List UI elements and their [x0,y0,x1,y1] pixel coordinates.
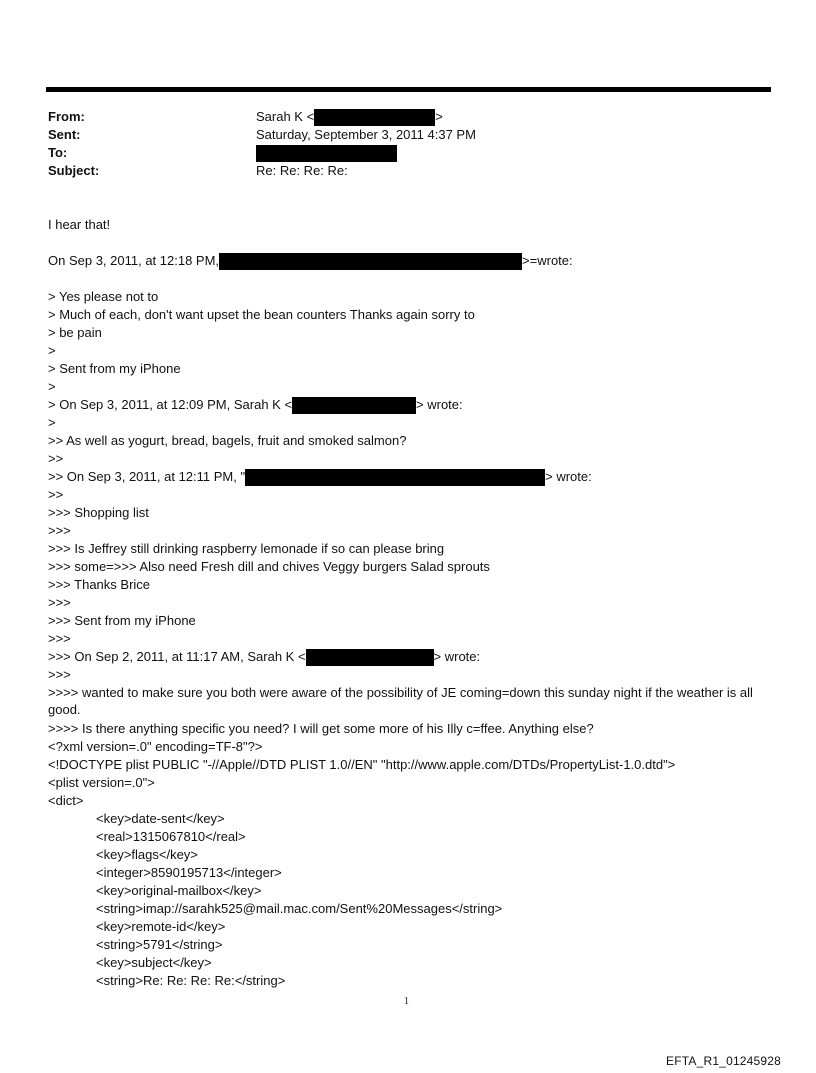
xml-line: <dict> [48,793,84,808]
body-line: > Much of each, don't want upset the bean counters Thanks again sorry to [48,307,475,322]
body-line [48,468,592,486]
redaction-box [292,397,416,414]
sent-label: Sent: [48,127,81,142]
from-label: From: [48,109,85,124]
xml-line: <!DOCTYPE plist PUBLIC "-//Apple//DTD PLIST 1.0//EN" "http://www.apple.com/DTDs/PropertyList-1.0.dtd"> [48,757,676,772]
xml-line: <string>Re: Re: Re: Re:</string> [96,973,286,988]
quote-attribution-end: > wrote: [416,397,463,412]
from-name: Sarah K < [256,109,315,124]
quote-attribution: >>> On Sep 2, 2011, at 11:17 AM, Sarah K < [48,649,306,664]
body-line: >> [48,451,64,466]
xml-line: <?xml version=.0" encoding=TF-8"?> [48,739,263,754]
body-line: >>> Is Jeffrey still drinking raspberry lemonade if so can please bring [48,541,445,556]
body-line: >> [48,487,64,502]
body-line [48,648,480,666]
body-line [48,252,573,270]
xml-line: <key>flags</key> [96,847,198,862]
header-divider [46,87,771,92]
from-close: > [435,109,443,124]
to-value [256,144,397,162]
xml-line: <key>original-mailbox</key> [96,883,262,898]
document-id: EFTA_R1_01245928 [666,1054,782,1068]
xml-line: <string>5791</string> [96,937,223,952]
quote-attribution: > On Sep 3, 2011, at 12:09 PM, Sarah K < [48,397,293,412]
body-line: >>> Shopping list [48,505,149,520]
quote-attribution-end: > wrote: [545,469,592,484]
body-line: >> As well as yogurt, bread, bagels, fruit and smoked salmon? [48,433,407,448]
quote-attribution-end: > wrote: [433,649,481,664]
body-line: > [48,415,56,430]
from-value [256,108,443,126]
page-number: 1 [404,996,409,1007]
xml-line: <string>imap://sarahk525@mail.mac.com/Sent%20Messages</string> [96,901,503,916]
body-line: >>> Thanks Brice [48,577,151,592]
subject-value: Re: Re: Re: Re: [256,163,348,178]
body-line: > [48,379,56,394]
xml-line: <real>1315067810</real> [96,829,246,844]
body-line: > Yes please not to [48,289,159,304]
body-line: >>> Sent from my iPhone [48,613,196,628]
body-line: >>> [48,595,71,610]
sent-value: Saturday, September 3, 2011 4:37 PM [256,127,476,142]
body-line: > be pain [48,325,102,340]
body-line: > [48,343,56,358]
xml-line: <key>date-sent</key> [96,811,225,826]
body-line: >>> [48,523,71,538]
xml-line: <integer>8590195713</integer> [96,865,282,880]
to-label: To: [48,145,68,160]
body-line: >>>> Is there anything specific you need? I will get some more of his Illy c=ffee. Anything else? [48,721,594,736]
quote-attribution-end: >=wrote: [522,253,573,268]
redaction-box [219,253,522,270]
quote-attribution: >> On Sep 3, 2011, at 12:11 PM, " [48,469,246,484]
body-line [48,396,463,414]
body-line: >>> [48,631,71,646]
redaction-box [314,109,435,126]
redaction-box [306,649,434,666]
body-line: I hear that! [48,217,111,232]
subject-label: Subject: [48,163,100,178]
body-line: >>> [48,667,71,682]
redaction-box [245,469,545,486]
xml-line: <key>remote-id</key> [96,919,226,934]
body-line: >>> some=>>> Also need Fresh dill and chives Veggy burgers Salad sprouts [48,559,490,574]
xml-line: <plist version=.0"> [48,775,155,790]
body-line: >>>> wanted to make sure you both were aware of the possibility of JE coming=down this sunday night if the weather is all good. [48,685,753,717]
body-line: > Sent from my iPhone [48,361,181,376]
xml-line: <key>subject</key> [96,955,212,970]
quote-attribution: On Sep 3, 2011, at 12:18 PM, [48,253,220,268]
redaction-box [256,145,397,162]
